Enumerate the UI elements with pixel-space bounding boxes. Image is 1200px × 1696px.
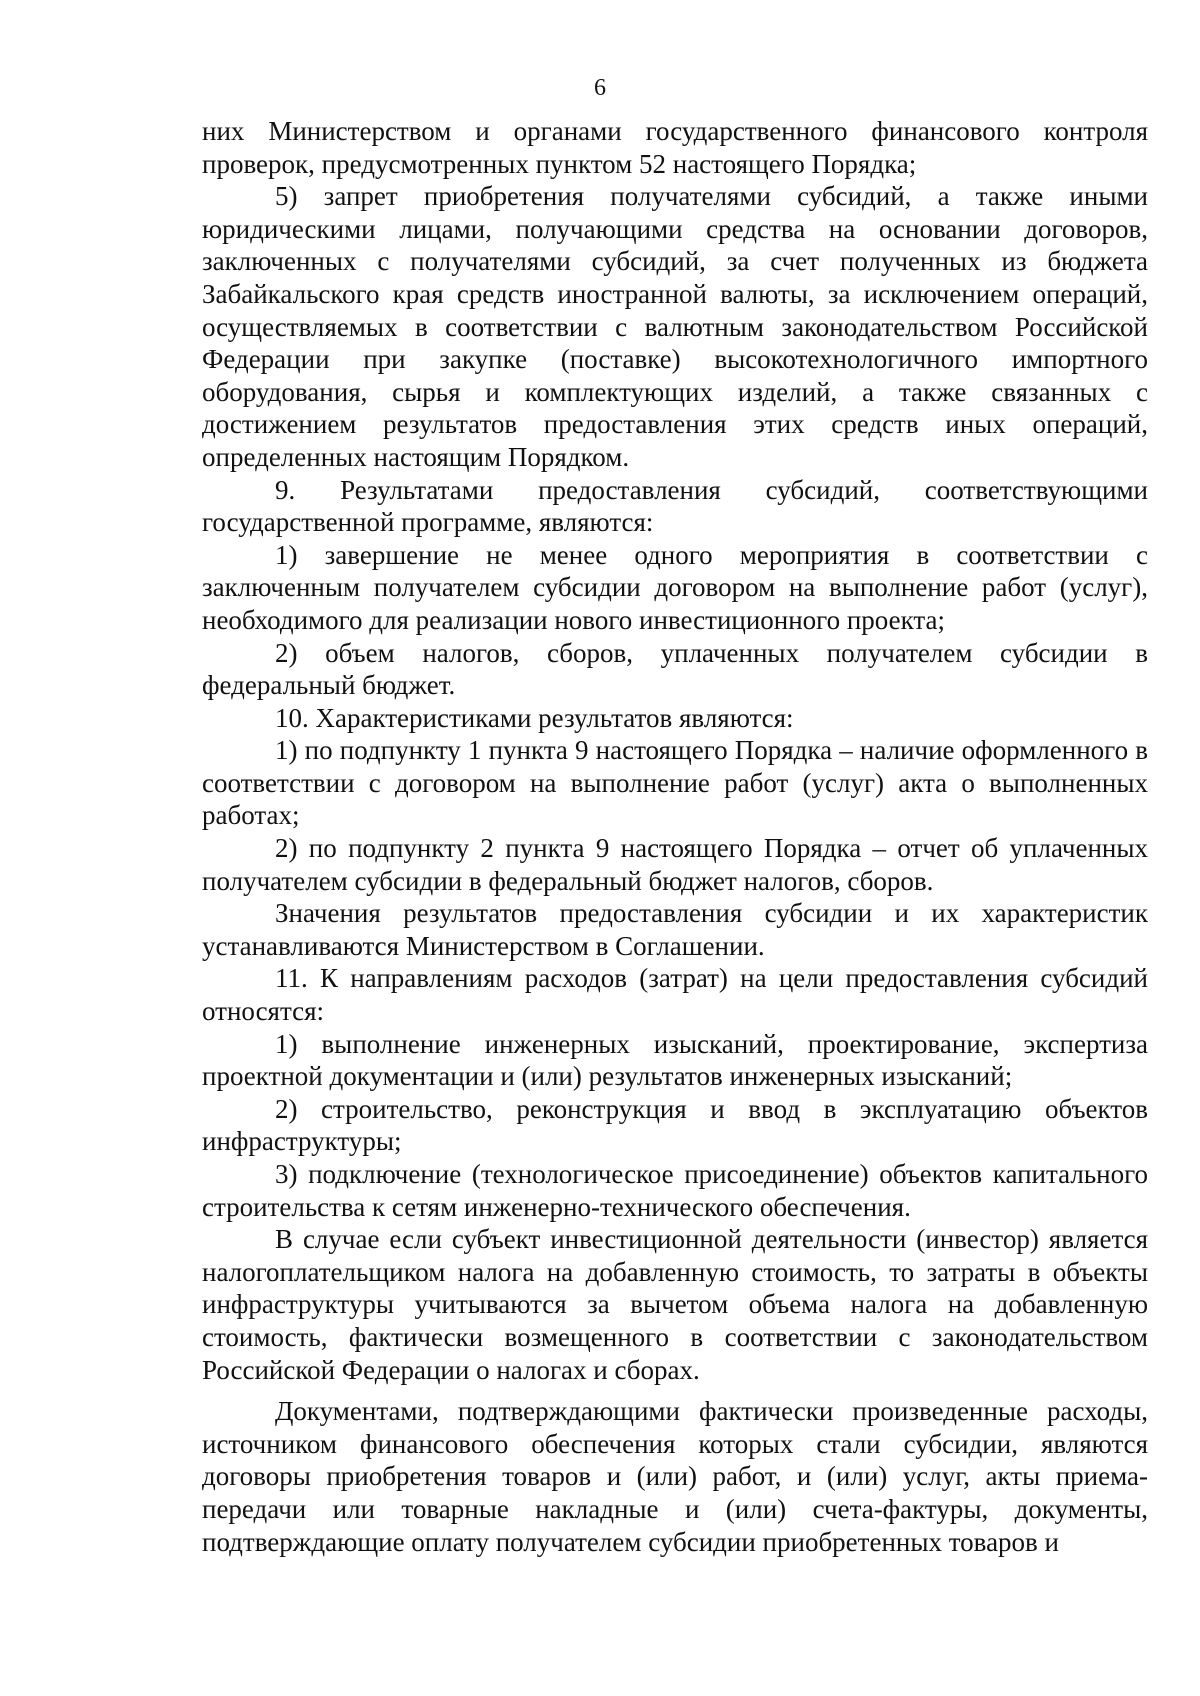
paragraph-11-expense-directions: 11. К направлениям расходов (затрат) на цели предоставления субсидий относятся: — [202, 963, 1148, 1027]
document-body — [202, 115, 1148, 1558]
paragraph-11-item-3: 3) подключение (технологическое присоединение) объектов капитального строительства к сетям инженерно-технического обеспечения. — [202, 1159, 1148, 1222]
paragraph-supporting-documents: Документами, подтверждающими фактически произведенные расходы, источником финансового обеспечения которых стали субсидии, являются договоры приобретения товаров и (или) работ, и (или) услуг, акты приема-передачи или товарные накладные и (или) счета-фактуры, документы, подтверждающие оплату получателем субсидии приобретенных товаров и — [202, 1396, 1148, 1557]
paragraph-9-item-1: 1) завершение не менее одного мероприятия в соответствии с заключенным получателем субсидии договором на выполнение работ (услуг), необходимого для реализации нового инвестиционного проекта; — [202, 539, 1148, 635]
paragraph-9-results: 9. Результатами предоставления субсидий, соответствующими государственной программе, являются: — [202, 474, 1148, 538]
paragraph-continuation: них Министерством и органами государственного финансового контроля проверок, предусмотренных пунктом 52 настоящего Порядка; — [202, 116, 1148, 179]
paragraph-item-5-currency-ban: 5) запрет приобретения получателями субсидий, а также иными юридическими лицами, получающими средства на основании договоров, заключенных с получателями субсидий, за счет полученных из бюджета Забайкальского края средств иностранной валюты, за исключением операций, осуществляемых в соответствии с валютным законодательством Российской Федерации при закупке (поставке) высокотехнологичного импортного оборудования, сырья и комплектующих изделий, а также связанных с достижением результатов предоставления этих средств иных операций, определенных настоящим Порядком. — [202, 181, 1148, 472]
paragraph-11-item-1: 1) выполнение инженерных изысканий, проектирование, экспертиза проектной документации и (или) результатов инженерных изысканий; — [202, 1028, 1148, 1092]
paragraph-11-item-2: 2) строительство, реконструкция и ввод в эксплуатацию объектов инфраструктуры; — [202, 1093, 1148, 1157]
paragraph-vat-note: В случае если субъект инвестиционной деятельности (инвестор) является налогоплательщиком налога на добавленную стоимость, то затраты в объекты инфраструктуры учитываются за вычетом объема налога на добавленную стоимость, фактически возмещенного в соответствии с законодательством Российской Федерации о налогах и сборах. — [202, 1224, 1148, 1385]
paragraph-10-item-2: 2) по подпункту 2 пункта 9 настоящего Порядка – отчет об уплаченных получателем субсидии в федеральный бюджет налогов, сборов. — [202, 833, 1148, 896]
paragraph-10-item-1: 1) по подпункту 1 пункта 9 настоящего Порядка – наличие оформленного в соответствии с договором на выполнение работ (услуг) акта о выполненных работах; — [202, 735, 1148, 831]
page-number: 6 — [594, 75, 606, 101]
paragraph-10-characteristics: 10. Характеристиками результатов являются: — [275, 702, 794, 733]
paragraph-result-values: Значения результатов предоставления субсидии и их характеристик устанавливаются Министерством в Соглашении. — [202, 898, 1148, 961]
paragraph-9-item-2: 2) объем налогов, сборов, уплаченных получателем субсидии в федеральный бюджет. — [202, 637, 1148, 701]
